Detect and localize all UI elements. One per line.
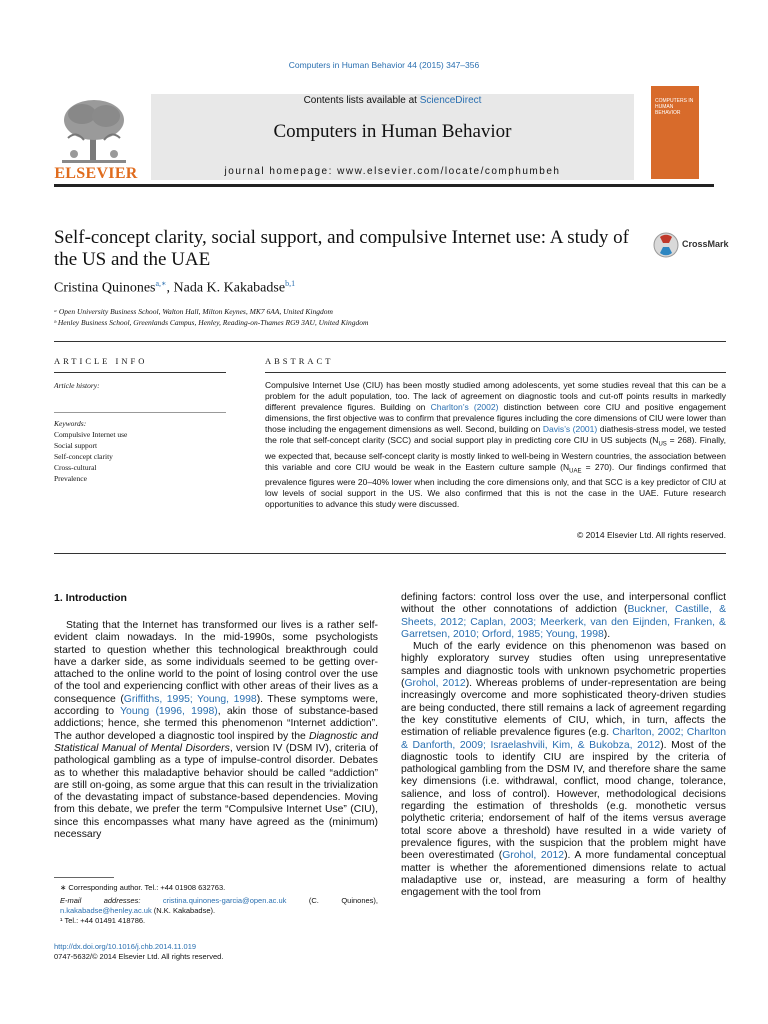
divider xyxy=(54,553,726,554)
paragraph xyxy=(401,592,726,641)
citation-link[interactable]: Young (1996, 1998) xyxy=(120,706,218,718)
article-history-label: Article history: xyxy=(54,381,100,390)
crossmark-label: CrossMark xyxy=(682,239,729,249)
keywords-block xyxy=(54,418,127,484)
text-segment: ). These symptoms were, according to xyxy=(54,693,378,718)
crossmark-badge[interactable] xyxy=(653,231,733,261)
author-name: Nada K. Kakabadse xyxy=(173,280,286,296)
masthead-rule xyxy=(54,184,714,187)
text-segment: ). Most of the diagnostic tools to identify CIU are inspired by the criteria of pathological gambling from the DSM IV, and therefore share the same key dimensions (i.e. withdrawal, conflict, mood change, tolerance, salience, and loss of control). However, methodological decisions regarding the estimation of thresholds (e.g. monothetic versus polythetic criteria; endorsement of half of the items versus average total score above a threshold) have resulted in a wide variety of prevalence figures, with the suspicion that the problem might have been overestimated ( xyxy=(401,739,726,862)
citation-link[interactable]: Grohol, 2012 xyxy=(404,678,466,690)
elsevier-wordmark: ELSEVIER xyxy=(54,165,138,182)
abstract-segment: = 270). Our findings confirmed that prevalence figures were 20–40% lower when including the core dimensions only, and that SCC is a key predictor of CIU at low levels of social support in the US. We also confirmed that this is not the case in the UAE. Future research opportunities to advance this study were discussed. xyxy=(265,461,726,510)
keywords-label: Keywords: xyxy=(54,419,87,428)
intro-right-column xyxy=(401,592,726,899)
abstract-text xyxy=(265,380,726,510)
affiliation-b: ᵇ Henley Business School, Greenlands Campus, Henley, Reading-on-Thames RG9 3AU, United Kingdom xyxy=(54,318,369,327)
contents-prefix: Contents lists available at xyxy=(303,95,420,106)
citation-link[interactable]: Grohol, 2012 xyxy=(502,850,565,862)
article-info-heading: ARTICLE INFO xyxy=(54,356,148,366)
abstract-segment: Compulsive Internet Use (CIU) has been mostly studied among adolescents, yet some studies reveal that this can be a problem for the adult population, too. The lack of agreement on diagnostic tools and cut-off points results in markedly different prevalence figures. Building on xyxy=(265,380,726,412)
author-line xyxy=(54,279,295,297)
keyword: Social support xyxy=(54,441,98,450)
author-affiliation-mark[interactable]: b,1 xyxy=(285,279,296,288)
keyword: Prevalence xyxy=(54,474,87,483)
text-segment: Much of the early evidence on this phenomenon was based on highly exploratory survey studies often using unrepresentative samples and diagnostic tools with unknown psychometric properties ( xyxy=(401,641,726,690)
author-name: Cristina Quinones xyxy=(54,280,156,296)
article-title: Self-concept clarity, social support, and compulsive Internet use: A study of the US and the UAE xyxy=(54,227,629,270)
divider xyxy=(54,412,226,413)
divider xyxy=(54,341,726,342)
subscript: US xyxy=(658,441,667,448)
keyword: Compulsive Internet use xyxy=(54,430,128,439)
author-affiliation-mark[interactable]: a,∗ xyxy=(155,279,167,288)
section-heading-introduction: 1. Introduction xyxy=(54,592,127,604)
text-segment: ). A more fundamental conceptual matter is whether the aforementioned dimensions relate to actual maladaptive use or, instead, are measuring a form of healthy engagement with the tool from xyxy=(401,850,726,899)
footnote-rule xyxy=(54,877,114,878)
corresponding-author-note: ∗ Corresponding author. Tel.: +44 01908 632763. xyxy=(60,883,226,892)
author-separator: , xyxy=(166,280,174,296)
citation-link[interactable]: Davis’s (2001) xyxy=(542,424,598,434)
journal-homepage[interactable]: journal homepage: www.elsevier.com/locate/comphumbeh xyxy=(224,166,561,177)
email-owner: (C. Quinones), xyxy=(286,896,379,905)
text-segment: defining factors: control loss over the use, and interpersonal conflict without the other connotations of addiction ( xyxy=(401,592,726,616)
intro-left-column xyxy=(54,620,378,841)
email-note xyxy=(54,896,378,916)
text-segment: ). xyxy=(603,628,611,640)
abstract-copyright: © 2014 Elsevier Ltd. All rights reserved. xyxy=(577,530,726,540)
journal-cover-thumbnail xyxy=(651,86,699,179)
keyword: Cross-cultural xyxy=(54,463,97,472)
paragraph xyxy=(54,620,378,841)
abstract-segment: distinction between core CIU and positive engagement dimensions, the first objective was to confirm that prevalence figures including the core dimensions of CIU were lower than those including the engagement dimensions as well. Second, building on xyxy=(265,402,727,434)
affiliation-a: ᵃ Open University Business School, Walton Hall, Milton Keynes, MK7 6AA, United Kingdom xyxy=(54,307,333,316)
crossmark-icon xyxy=(653,231,679,259)
email-label: E-mail addresses: xyxy=(60,896,163,905)
text-segment: Stating that the Internet has transformed our lives is a rather self-evident claim nowadays. In the mid-1990s, some psychologists started to question whether this technological breakthrough could have a darker side, as some individuals seemed to be getting over-attached to the online world to the point of losing control over the use of the tool and experiencing conflict with other areas of their lives as a consequence ( xyxy=(54,620,378,705)
text-segment: , akin those of substance-based addictions; hence, she termed this phenomenon “Internet addiction”. The author developed a diagnostic tool inspired by the xyxy=(54,706,378,742)
abstract-heading: ABSTRACT xyxy=(265,356,334,366)
keyword: Self-concept clarity xyxy=(54,452,113,461)
journal-citation[interactable]: Computers in Human Behavior 44 (2015) 347–356 xyxy=(288,60,480,70)
doi-link[interactable]: http://dx.doi.org/10.1016/j.chb.2014.11.019 xyxy=(54,942,197,951)
email-owner: (N.K. Kakabadse). xyxy=(151,906,216,915)
doi-block xyxy=(54,942,378,962)
footnotes xyxy=(54,883,378,926)
telephone-note: ¹ Tel.: +44 01491 418786. xyxy=(60,916,146,925)
citation-link[interactable]: Charlton’s (2002) xyxy=(430,402,499,412)
abstract-segment: diathesis-stress model, we tested the role that self-concept clarity (SCC) and social support play in predicting core CIU in US subjects (N xyxy=(265,424,727,445)
divider xyxy=(54,372,226,373)
sciencedirect-link[interactable]: ScienceDirect xyxy=(419,95,482,106)
text-segment: ). Whereas problems of under-representation are being increasingly overcome and more sophisticated theory-driven studies are being conducted, there still remains a lack of agreement regarding the key constitutive elements of CIU, which, in turn, affects the estimation of reliable prevalence figures (e.g. xyxy=(401,678,727,739)
contents-line xyxy=(151,95,634,106)
text-segment: , version IV (DSM IV), criteria of pathological gambling as a type of impulse-control disorder. Debates as to whether this maladaptive behavior should be called “addiction” are still on-going, as some argue that this can result in the trivialization of the devastating impact of substance-based dependencies. Moving from this debate, we prefer the term “Compulsive Internet Use” (CIU), since this encompasses what many have agreed as the (minimum) necessary xyxy=(54,742,378,841)
citation-link[interactable]: Buckner, Castille, & Sheets, 2012; Caplan, 2003; Meerkerk, van den Eijnden, Franken, & Garretsen, 2010; Orford, 1985; Young, 1998 xyxy=(401,604,727,640)
journal-name: Computers in Human Behavior xyxy=(273,121,512,142)
abstract-segment: = 268). Finally, we expected that, because self-concept clarity is mostly linked to well-being in Western countries, the association between this variable and core CIU would be weak in the Eastern culture sample (N xyxy=(265,435,726,472)
issn-line: 0747-5632/© 2014 Elsevier Ltd. All rights reserved. xyxy=(54,952,224,961)
subscript: UAE xyxy=(569,468,582,475)
italic-title: Diagnostic and Statistical Manual of Mental Disorders xyxy=(54,730,378,754)
email-link[interactable]: n.kakabadse@henley.ac.uk xyxy=(60,906,152,915)
citation-link[interactable]: Griffiths, 1995; Young, 1998 xyxy=(123,693,257,705)
email-link[interactable]: cristina.quinones-garcia@open.ac.uk xyxy=(162,896,287,905)
citation-link[interactable]: Charlton, 2002; Charlton & Danforth, 2009; Israelashvili, Kim, & Bukobza, 2012 xyxy=(401,727,726,751)
cover-title: COMPUTERS IN HUMAN BEHAVIOR xyxy=(655,98,694,116)
paragraph xyxy=(401,641,726,899)
divider xyxy=(265,372,726,373)
